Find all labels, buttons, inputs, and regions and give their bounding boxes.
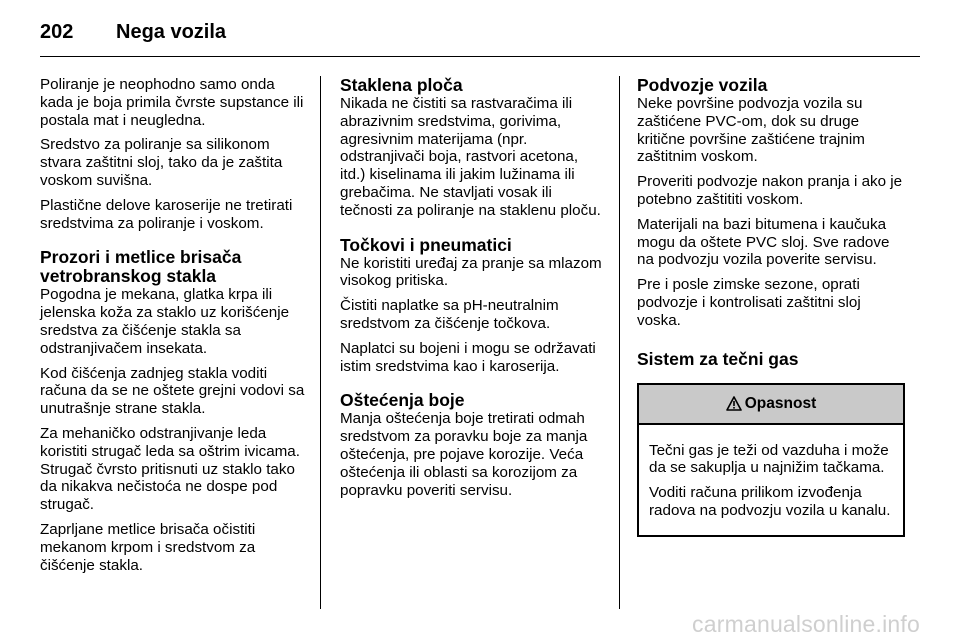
paragraph: Sredstvo za poliranje sa silikonom stvara zaštitni sloj, tako da je zaštita voskom suvišna. [40,136,283,189]
paragraph: Neke površine podvozja vozila su zaštićene PVC-om, dok su druge kritične površine zaštićene trajnim zaštitnim voskom. [637,95,865,166]
watermark: carmanualsonline.info [692,611,920,637]
page-title: Nega vozila [116,20,227,43]
page-header [40,14,226,50]
section-heading-glass: Staklena ploča [340,75,463,95]
warning-triangle-icon [726,396,742,411]
paragraph: Čistiti naplatke sa pH-neutralnim sredstvom za čišćenje točkova. [340,297,559,332]
warning-header [639,385,903,425]
paragraph: Materijali na bazi bitumena i kaučuka mogu da oštete PVC sloj. Sve radove na podvozju vozila poverite servisu. [637,215,890,269]
warning-title: Opasnost [744,394,817,412]
page-number: 202 [40,20,74,43]
column-left [40,76,308,581]
column-right [637,76,905,537]
warning-box [637,383,905,537]
paragraph: Manja oštećenja boje tretirati odmah sredstvom za poravku boje za manja oštećenja, pre pojave korozije. Veća oštećenja ili oblasti sa korozijom za popravku poveriti servisu. [340,410,588,499]
paragraph: Nikada ne čistiti sa rastvaračima ili abrazivnim sredstvima, gorivima, agresivnim materijama (npr. odstranjivači boja, rastvori acetona, itd.) kiselinama ili jakim lužinama ili grebačima. Ne stavljati vosak ili tečnosti za poliranje na staklenu ploču. [340,95,601,219]
column-divider-2 [619,76,620,609]
section-heading-underbody: Podvozje vozila [637,75,768,95]
warning-paragraph: Voditi računa prilikom izvođenja radova na podvozju vozila u kanalu. [649,484,891,519]
section-heading-windows: Prozori i metlice brisača vetrobranskog stakla [40,247,242,287]
column-middle [340,76,604,506]
paragraph: Poliranje je neophodno samo onda kada je boja primila čvrste supstance ili postala mat i neugledna. [40,76,304,129]
paragraph: Pre i posle zimske sezone, oprati podvozje i kontrolisati zaštitni sloj voska. [637,276,861,329]
paragraph: Ne koristiti uređaj za pranje sa mlazom visokog pritiska. [340,254,602,290]
warning-body [639,425,903,535]
paragraph: Plastične delove karoserije ne tretirati sredstvima za poliranje i voskom. [40,196,293,232]
paragraph: Zaprljane metlice brisača očistiti mekanom krpom i sredstvom za čišćenje stakla. [40,520,256,574]
section-heading-wheels: Točkovi i pneumatici [340,234,512,255]
column-divider-1 [320,76,321,609]
section-heading-paint: Oštećenja boje [340,390,465,411]
paragraph: Proveriti podvozje nakon pranja i ako je potebno zaštititi voskom. [637,173,903,208]
paragraph: Kod čišćenja zadnjeg stakla voditi računa da se ne oštete grejni vodovi sa unutrašnje strane stakla. [40,364,305,418]
warning-paragraph: Tečni gas je teži od vazduha i može da se sakuplja u najnižim tačkama. [649,441,889,477]
section-heading-lpg: Sistem za tečni gas [637,348,799,369]
paragraph: Naplatci su bojeni i mogu se održavati istim sredstvima kao i karoserija. [340,339,596,375]
paragraph: Za mehaničko odstranjivanje leda koristiti strugač leda sa oštrim ivicama. Strugač čvrsto pritisnuti uz staklo tako da nikakva nečistoća ne dospe pod strugač. [40,424,300,514]
paragraph: Pogodna je mekana, glatka krpa ili jelenska koža za staklo uz korišćenje sredstva za čišćenje stakla sa odstranjivačem insekata. [40,286,290,357]
header-divider [40,56,920,57]
